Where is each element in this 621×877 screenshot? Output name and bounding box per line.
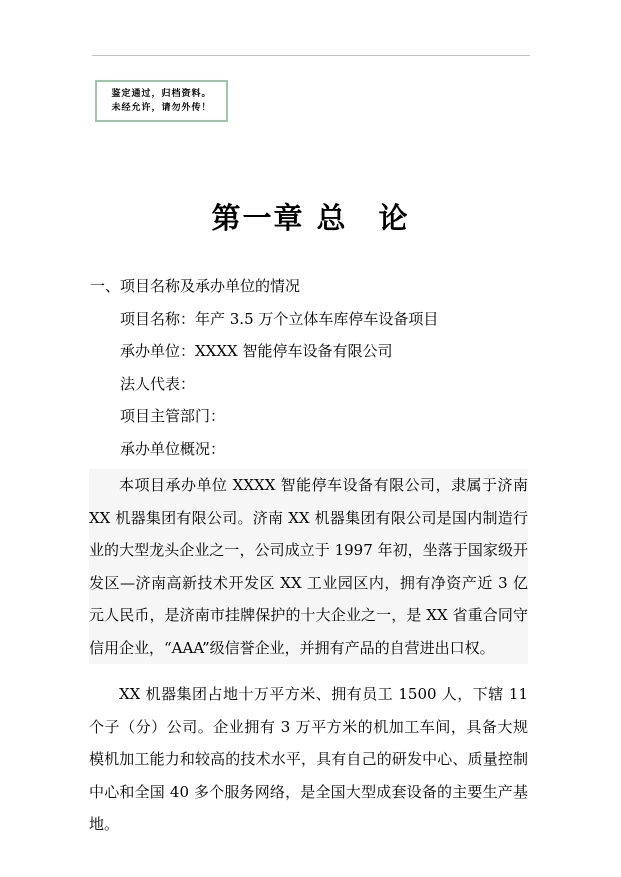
info-line-overview: 承办单位概况：: [120, 439, 226, 458]
info-line-legal-rep: 法人代表：: [120, 374, 196, 393]
confidential-stamp: [95, 80, 228, 122]
info-line-authority: 项目主管部门：: [120, 407, 226, 425]
paragraph-company-intro: 本项目承办单位 XXXX 智能停车设备有限公司，隶属于济南 XX 机器集团有限公司。济南 XX 机器集团有限公司是国内制造行业的大型龙头企业之一，公司成立于 1997 年初，坐落于国家级开发区—济南高新技术开发区 XX 工业园区内，拥有净资产近 3 亿元人民币，是济南市挂牌保护的十大企业之一，是 XX 省重合同守信用企业，“AAA”级信誉企业，并拥有产品的自营进出口权。: [89, 469, 528, 664]
section-heading: 一、项目名称及承办单位的情况: [90, 277, 301, 295]
paragraph-group-overview: XX 机器集团占地十万平方米、拥有员工 1500 人，下辖 11 个子（分）公司。企业拥有 3 万平方米的机加工车间，具备大规模机加工能力和较高的技术水平，具有自己的研发中心、质量控制中心和全国 40 多个服务网络，是全国大型成套设备的主要生产基地。: [89, 685, 528, 833]
stamp-line-1: 鉴定通过，归档资料。: [111, 88, 212, 99]
info-line-project-name: 项目名称：年产 3.5 万个立体车库停车设备项目: [120, 309, 439, 328]
chapter-title: 第一章 总 论: [211, 201, 410, 235]
header-divider: [92, 55, 530, 56]
info-line-undertaker: 承办单位：XXXX 智能停车设备有限公司: [120, 342, 393, 360]
info-section: [90, 270, 530, 465]
stamp-line-2: 未经允许，请勿外传！: [111, 102, 212, 113]
